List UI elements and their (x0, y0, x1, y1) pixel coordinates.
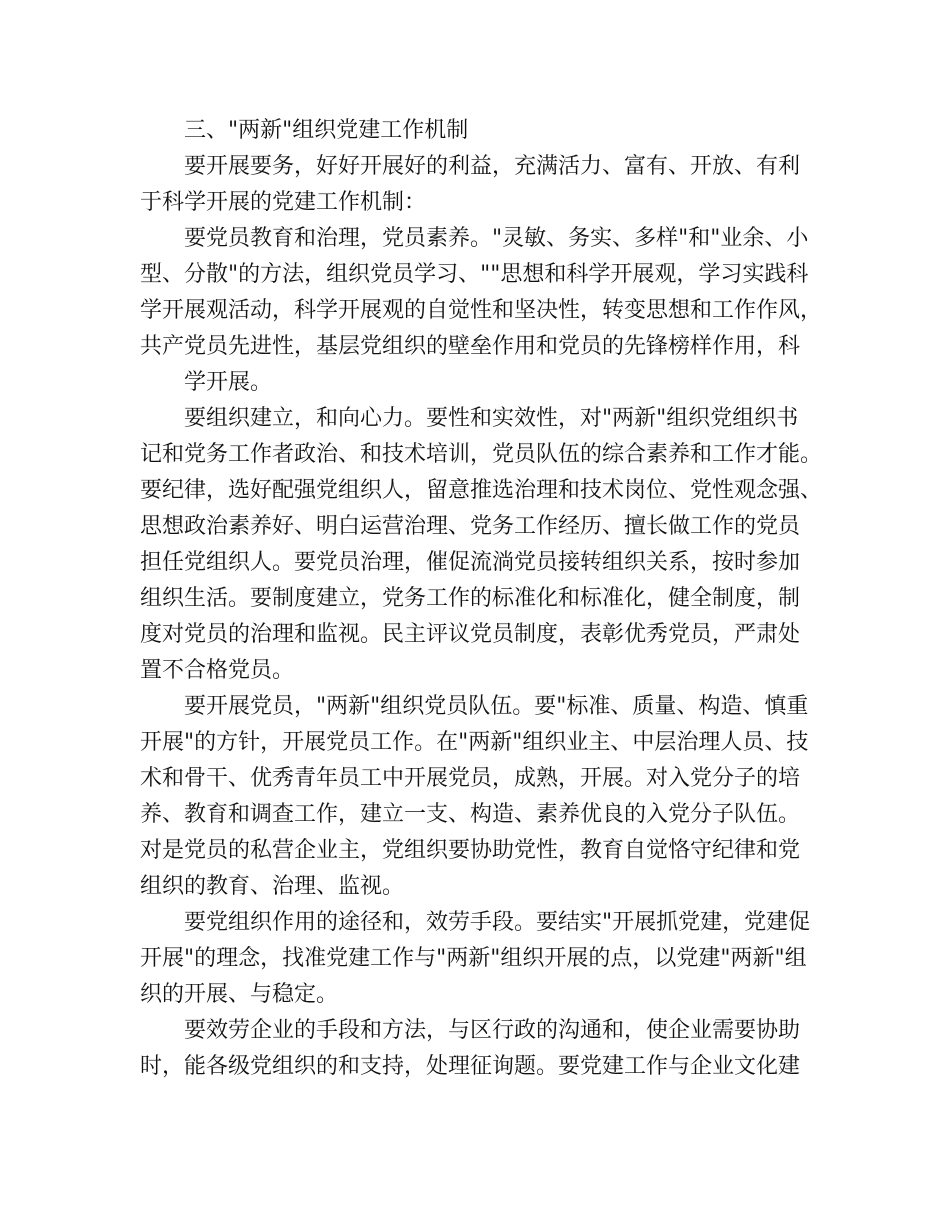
text-line: 要组织建立，和向心力。要性和实效性，对"两新"组织党组织书 (184, 406, 799, 431)
text-line: 要党组织作用的途径和，效劳手段。要结实"开展抓党建，党建促 (184, 910, 811, 935)
text-line: 共产党员先进性，基层党组织的壁垒作用和党员的先锋榜样作用，科 (140, 334, 801, 359)
section-heading: 三、"两新"组织党建工作机制 (184, 118, 469, 143)
text-line: 要开展党员，"两新"组织党员队伍。要"标准、质量、构造、慎重 (184, 694, 809, 719)
text-line: 组织生活。要制度建立，党务工作的标准化和标准化，健全制度，制 (140, 586, 801, 611)
text-line: 于科学开展的党建工作机制： (140, 190, 427, 215)
text-line: 要党员教育和治理，党员素养。"灵敏、务实、多样"和"业余、小 (184, 226, 809, 251)
text-line: 学开展。 (184, 370, 273, 395)
text-line: 思想政治素养好、明白运营治理、党务工作经历、擅长做工作的党员 (140, 514, 801, 539)
text-line: 开展"的方针，开展党员工作。在"两新"组织业主、中层治理人员、技 (140, 730, 809, 755)
text-line: 时，能各级党组织的和支持，处理征询题。要党建工作与企业文化建 (140, 1054, 801, 1079)
text-line: 学开展观活动，科学开展观的自觉性和坚决性，转变思想和工作作风， (140, 298, 823, 323)
text-line: 要效劳企业的手段和方法，与区行政的沟通和，使企业需要协助 (184, 1018, 801, 1043)
text-line: 要纪律，选好配强党组织人，留意推选治理和技术岗位、党性观念强、 (140, 478, 823, 503)
text-line: 对是党员的私营企业主，党组织要协助党性，教育自觉恪守纪律和党 (140, 838, 801, 863)
text-line: 置不合格党员。 (140, 658, 295, 683)
text-line: 组织的教育、治理、监视。 (140, 874, 405, 899)
text-line: 开展"的理念，找准党建工作与"两新"组织开展的点，以党建"两新"组 (140, 946, 807, 971)
text-line: 型、分散"的方法，组织党员学习、""思想和科学开展观，学习实践科 (140, 262, 809, 287)
text-line: 要开展要务，好好开展好的利益，充满活力、富有、开放、有利 (184, 154, 801, 179)
text-line: 担任党组织人。要党员治理，催促流淌党员接转组织关系，按时参加 (140, 550, 801, 575)
text-line: 术和骨干、优秀青年员工中开展党员，成熟，开展。对入党分子的培 (140, 766, 801, 791)
text-line: 记和党务工作者政治、和技术培训，党员队伍的综合素养和工作才能。 (140, 442, 823, 467)
text-line: 养、教育和调查工作，建立一支、构造、素养优良的入党分子队伍。 (140, 802, 801, 827)
text-line: 织的开展、与稳定。 (140, 982, 339, 1007)
text-line: 度对党员的治理和监视。民主评议党员制度，表彰优秀党员，严肃处 (140, 622, 801, 647)
